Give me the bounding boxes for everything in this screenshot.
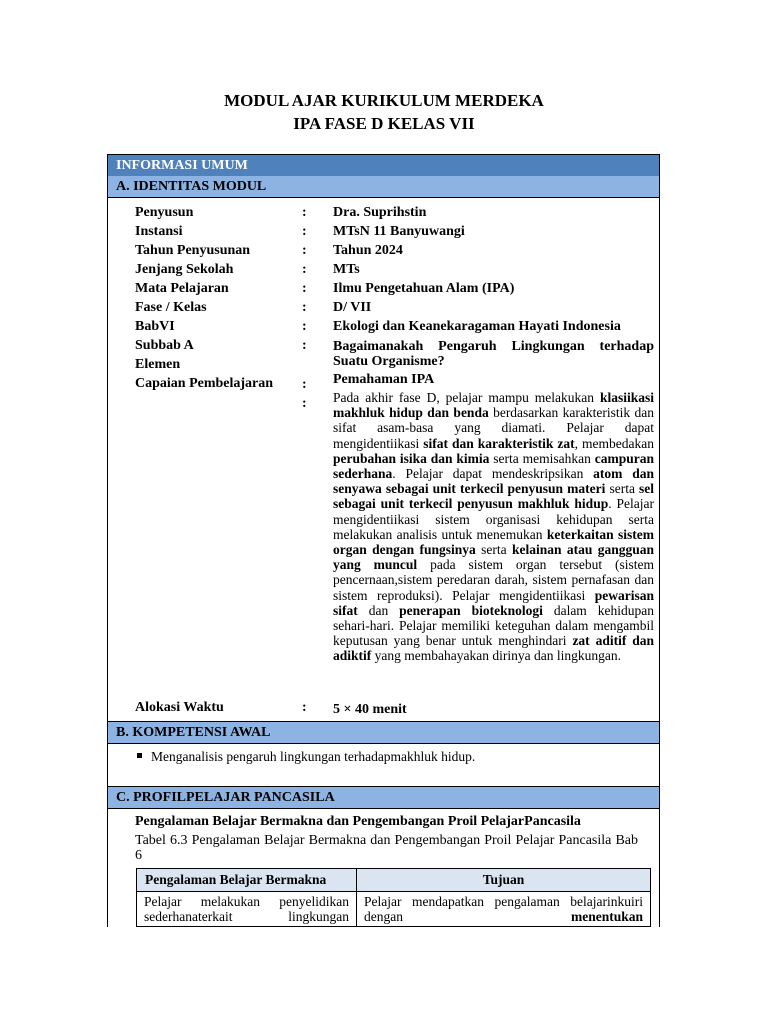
pengalaman-table: [136, 868, 651, 927]
label-fase: Fase / Kelas: [135, 300, 207, 315]
section-profil-pelajar-pancasila: C. PROFILPELAJAR PANCASILA: [108, 787, 659, 809]
label-mapel: Mata Pelajaran: [135, 281, 229, 296]
value-alokasi: 5 × 40 menit: [333, 702, 407, 717]
separator: :: [302, 281, 307, 296]
table-row: [137, 892, 651, 927]
table-cell: Pelajar melakukan penyelidikan sederhanaterkait lingkungan: [137, 892, 357, 927]
label-capaian: Capaian Pembelajaran: [135, 376, 274, 391]
document-title: MODUL AJAR KURIKULUM MERDEKA: [224, 91, 544, 110]
label-jenjang: Jenjang Sekolah: [135, 262, 234, 277]
section-identitas-modul: A. IDENTITAS MODUL: [108, 176, 659, 198]
module-table: [107, 154, 660, 927]
profil-subheading: Pengalaman Belajar Bermakna dan Pengembangan Proil PelajarPancasila: [135, 814, 581, 829]
list-item: Menganalisis pengaruh lingkungan terhadapmakhluk hidup.: [137, 748, 475, 765]
value-bab: Ekologi dan Keanekaragaman Hayati Indonesia: [333, 319, 621, 334]
section-kompetensi-awal: B. KOMPETENSI AWAL: [108, 721, 659, 744]
separator: :: [302, 262, 307, 277]
separator: :: [302, 338, 307, 353]
label-elemen: Elemen: [135, 357, 181, 372]
separator: :: [302, 205, 307, 220]
value-fase: D/ VII: [333, 300, 372, 315]
table-header-tujuan: Tujuan: [357, 869, 651, 892]
separator: :: [302, 319, 307, 334]
label-subbab: Subbab A: [135, 338, 194, 353]
separator: :: [302, 700, 307, 715]
value-penyusun: Dra. Suprihstin: [333, 205, 427, 220]
separator: :: [302, 224, 307, 239]
label-instansi: Instansi: [135, 224, 183, 239]
value-capaian-title: Pemahaman IPA: [333, 372, 435, 387]
table-header-pengalaman: Pengalaman Belajar Bermakna: [137, 869, 357, 892]
section-informasi-umum: INFORMASI UMUM: [108, 154, 659, 177]
value-mapel: Ilmu Pengetahuan Alam (IPA): [333, 281, 515, 296]
label-penyusun: Penyusun: [135, 205, 194, 220]
table-cell: Pelajar mendapatkan pengalaman belajarinkuiri dengan menentukan: [357, 892, 651, 927]
label-alokasi: Alokasi Waktu: [135, 700, 224, 715]
table-caption: Tabel 6.3 Pengalaman Belajar Bermakna dan Pengembangan Proil Pelajar Pancasila Bab 6: [135, 833, 638, 863]
bullet-icon: [137, 753, 142, 758]
separator: :: [302, 396, 307, 411]
label-tahun: Tahun Penyusunan: [135, 243, 251, 258]
label-bab: BabVI: [135, 319, 175, 334]
value-instansi: MTsN 11 Banyuwangi: [333, 224, 465, 239]
document-subtitle: IPA FASE D KELAS VII: [293, 114, 475, 133]
value-tahun: Tahun 2024: [333, 243, 403, 258]
separator: :: [302, 243, 307, 258]
value-subbab: Bagaimanakah Pengaruh Lingkungan terhadap Suatu Organisme?: [333, 339, 654, 369]
value-jenjang: MTs: [333, 262, 360, 277]
separator: :: [302, 377, 307, 392]
capaian-description: Pada akhir fase D, pelajar mampu melakukan klasiikasi makhluk hidup dan benda berdasarkan karakteristik dan sifat asam-basa yang diamati. Pelajar dapat mengidentiikasi sifat dan karakteristik zat, membedakan perubahan isika dan kimia serta memisahkan campuran sederhana. Pelajar dapat mendeskripsikan atom dan senyawa sebagai unit terkecil penyusun materi serta sel sebagai unit terkecil penyusun makhluk hidup. Pelajar mengidentiikasi sistem organisasi kehidupan serta melakukan analisis untuk menemukan keterkaitan sistem organ dengan fungsinya serta kelainan atau gangguan yang muncul pada sistem organ tersebut (sistem pencernaan,sistem peredaran darah, sistem pernafasan dan sistem reproduksi). Pelajar mengidentiikasi pewarisan sifat dan penerapan bioteknologi dalam kehidupan sehari-hari. Pelajar memiliki keteguhan dalam mengambil keputusan yang benar untuk menghindari zat aditif dan adiktif yang membahayakan dirinya dan lingkungan.: [333, 390, 655, 664]
separator: :: [302, 300, 307, 315]
